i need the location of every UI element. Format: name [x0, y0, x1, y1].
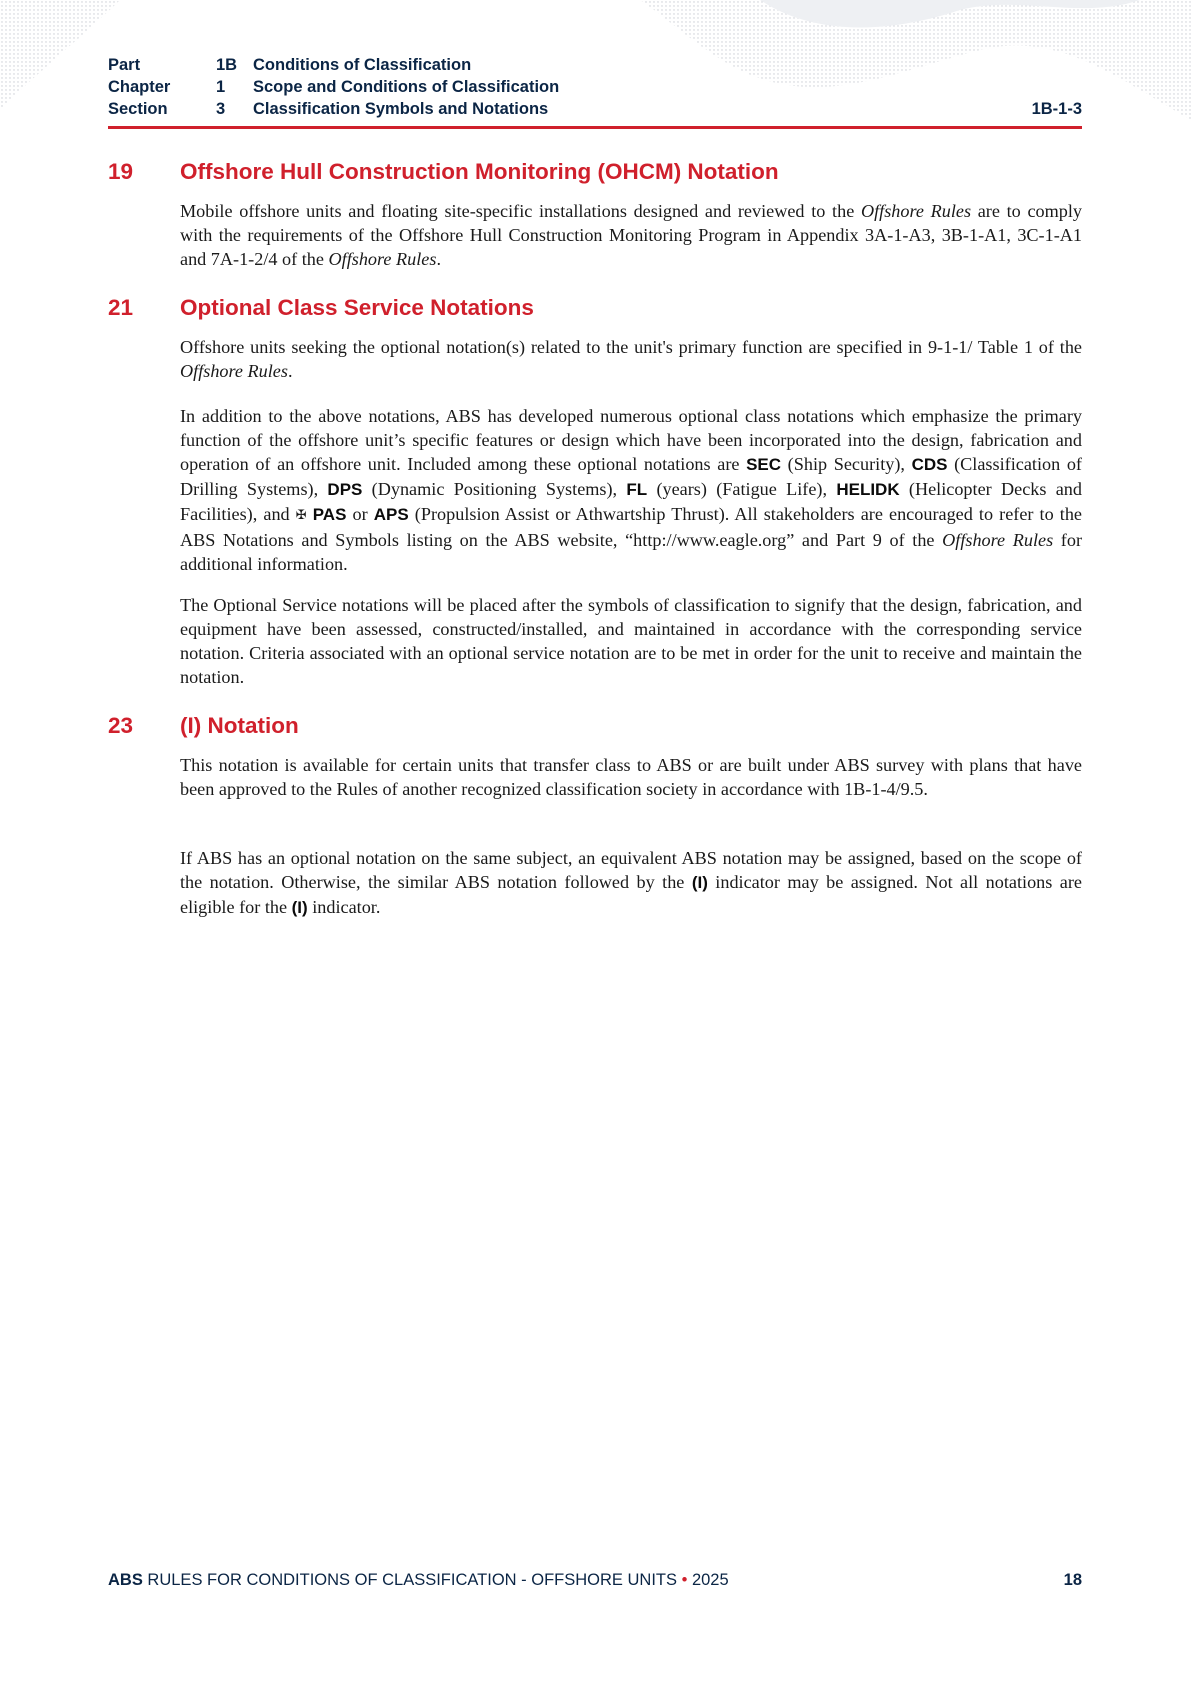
text-run: (Dynamic Positioning Systems),: [362, 479, 627, 499]
section-title: Optional Class Service Notations: [180, 295, 534, 320]
abs-brand: ABS: [108, 1571, 143, 1589]
text-run: Mobile offshore units and floating site-specific installations designed and reviewed to the: [180, 201, 861, 221]
header-section-row: [108, 98, 1082, 120]
paragraph: The Optional Service notations will be placed after the symbols of classification to signify that the design, fabrication, and equipment have been assessed, constructed/installed, and maintained in accordance with the corresponding service notation. Criteria associated with an optional service notation are to be met in order for the unit to receive and maintain the notation.: [180, 595, 1082, 687]
paragraph: [180, 846, 1082, 920]
section-heading-23: [108, 712, 1082, 740]
header-label: Section: [108, 100, 168, 118]
paragraph: [180, 335, 1082, 383]
notation-symbol: FL: [626, 480, 648, 499]
paragraph: [180, 199, 1082, 271]
text-run: In addition to the above notations, ABS has developed numerous optional class notations which emphasize the primary function of the offshore unit’s specific features or design which have been incorporated into the design, fabrication and operation of an offshore unit. Included among these optional notations are: [180, 406, 1082, 474]
section-heading-21: [108, 294, 1082, 322]
text-run: or: [346, 504, 374, 524]
header-title: Scope and Conditions of Classification: [253, 78, 560, 96]
italic-text: Offshore Rules: [328, 249, 437, 269]
header-chapter-row: [108, 76, 1082, 98]
header-divider: [108, 126, 1082, 129]
page-footer: [108, 1571, 1082, 1590]
italic-text: Offshore Rules: [860, 201, 972, 221]
header-part-row: [108, 54, 1082, 76]
text-run: indicator.: [307, 897, 381, 917]
header-number: 1: [216, 78, 226, 96]
text-run: are to comply with the requirements of the Offshore Hull Construction Monitoring Program in Appendix 3A-1-A3, 3B-1-A1, 3C-1-A1 and 7A-1-2/4 of the: [180, 201, 1082, 269]
maltese-cross-icon: ✠: [295, 508, 307, 523]
italic-text: Offshore Rules: [180, 361, 288, 381]
section-number: 21: [108, 295, 134, 320]
paragraph: [180, 404, 1082, 576]
text-run: (Classification of Drilling Systems),: [180, 454, 1082, 499]
text-run: for additional information.: [180, 530, 1082, 574]
section-number: 23: [108, 713, 134, 738]
footer-separator: •: [681, 1571, 688, 1589]
running-header: [108, 54, 1082, 120]
page-number: 18: [1063, 1571, 1082, 1589]
notation-symbol: SEC: [746, 455, 782, 474]
footer-title: RULES FOR CONDITIONS OF CLASSIFICATION - OFFSHORE UNITS: [142, 1571, 682, 1589]
paragraph: This notation is available for certain units that transfer class to ABS or are built under ABS survey with plans that have been approved to the Rules of another recognized classification society in accordance with 1B-1-4/9.5.: [180, 755, 1082, 799]
notation-symbol: PAS: [312, 505, 347, 524]
footer-year: 2025: [687, 1571, 729, 1589]
text-run: (years) (Fatigue Life),: [647, 479, 837, 499]
text-run: .: [287, 361, 293, 381]
notation-symbol: DPS: [327, 480, 363, 499]
header-number: 1B: [216, 56, 238, 74]
notation-symbol: (I): [691, 873, 708, 892]
header-number: 3: [216, 100, 226, 118]
notation-symbol: APS: [373, 505, 409, 524]
section-reference: 1B-1-3: [1031, 100, 1082, 118]
text-run: (Propulsion Assist or Athwartship Thrust). All stakeholders are encouraged to refer to the ABS Notations and Symbols listing on the ABS website, “http://www.eagle.org” and Part 9 of the: [180, 504, 1083, 550]
header-label: Chapter: [108, 78, 171, 96]
text-run: (Helicopter Decks and Facilities), and: [180, 479, 1082, 524]
text-run: .: [436, 249, 441, 269]
section-title: Offshore Hull Construction Monitoring (OHCM) Notation: [180, 159, 779, 184]
text-run: (Ship Security),: [781, 454, 912, 474]
notation-symbol: CDS: [911, 455, 948, 474]
header-title: Classification Symbols and Notations: [253, 100, 549, 118]
header-label: Part: [108, 56, 141, 74]
italic-text: Offshore Rules: [942, 530, 1054, 550]
section-heading-19: [108, 158, 1082, 186]
notation-symbol: (I): [291, 898, 308, 917]
text-run: Offshore units seeking the optional notation(s) related to the unit's primary function are specified in 9-1-1/ Table 1 of the: [180, 337, 1082, 357]
text-run: indicator may be assigned. Not all notations are eligible for the: [180, 872, 1082, 917]
notation-symbol: HELIDK: [836, 480, 900, 499]
section-title: (I) Notation: [180, 713, 299, 738]
header-title: Conditions of Classification: [253, 56, 472, 74]
text-run: If ABS has an optional notation on the same subject, an equivalent ABS notation may be assigned, based on the scope of the notation. Otherwise, the similar ABS notation followed by the: [180, 848, 1082, 892]
section-number: 19: [108, 159, 134, 184]
